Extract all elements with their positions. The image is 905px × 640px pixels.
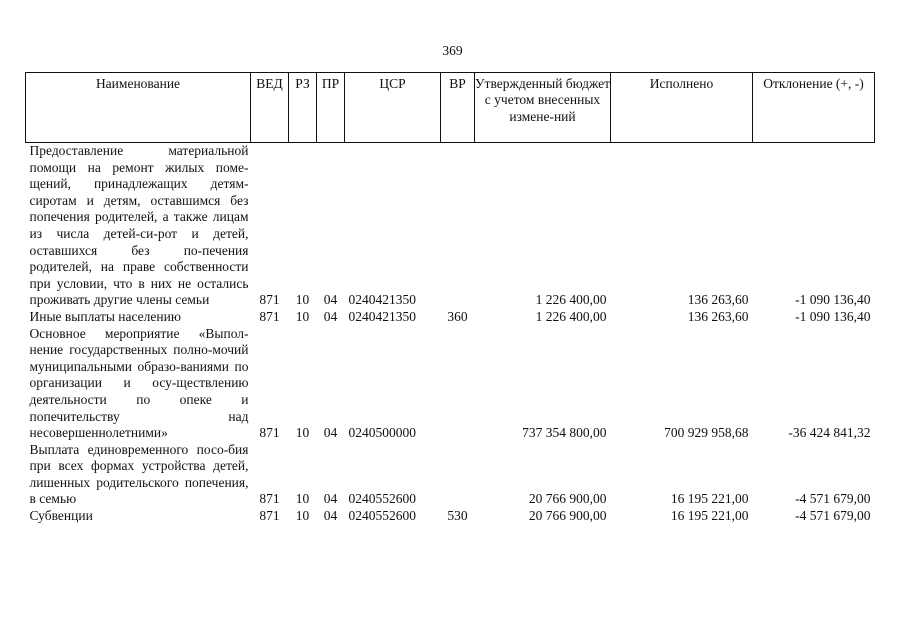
row-rz: 10 bbox=[295, 491, 310, 507]
row-budget: 20 766 900,00 bbox=[528, 508, 607, 524]
row-executed: 16 195 221,00 bbox=[670, 508, 749, 524]
row-rz: 10 bbox=[295, 292, 310, 308]
row-budget: 737 354 800,00 bbox=[522, 425, 607, 441]
row-csr: 0240552600 bbox=[348, 508, 416, 524]
row-csr: 0240552600 bbox=[348, 491, 416, 507]
row-pr: 04 bbox=[323, 292, 338, 308]
row-name: Основное мероприятие «Выпол-нение государственных полно-мочий муниципальными образо-ваниями по организации и осу-ществлению деятельности по опеке и попечительству над несовершеннолетними» bbox=[29, 325, 249, 441]
table-row bbox=[26, 442, 875, 508]
row-name: Иные выплаты населению bbox=[29, 308, 181, 324]
row-executed: 136 263,60 bbox=[687, 308, 749, 324]
row-executed: 136 263,60 bbox=[687, 292, 749, 308]
table-row bbox=[26, 143, 875, 309]
header-deviation: Отклонение (+, -) bbox=[753, 73, 875, 143]
row-ved: 871 bbox=[259, 491, 280, 507]
table-row bbox=[26, 309, 875, 326]
header-name: Наименование bbox=[26, 73, 251, 143]
table-row bbox=[26, 326, 875, 442]
header-pr: ПР bbox=[317, 73, 345, 143]
table-row bbox=[26, 508, 875, 525]
budget-table bbox=[25, 72, 875, 525]
page-number: 369 bbox=[442, 43, 463, 58]
row-csr: 0240421350 bbox=[348, 308, 416, 324]
row-budget: 20 766 900,00 bbox=[528, 491, 607, 507]
row-budget: 1 226 400,00 bbox=[535, 308, 607, 324]
row-vr bbox=[441, 442, 475, 508]
row-vr bbox=[441, 143, 475, 309]
row-name: Предоставление материальной помощи на ремонт жилых поме-щений, принадлежащих детям-сиротам и детям, оставшимся без попечения родителей, а также лицам из числа детей-си-рот и детей, оставшихся без по-печения родителей, на праве собственности при условии, что в них не остались проживать другие члены семьи bbox=[29, 143, 249, 308]
row-vr: 360 bbox=[447, 308, 468, 324]
row-name: Субвенции bbox=[29, 508, 93, 524]
row-deviation: -1 090 136,40 bbox=[795, 292, 871, 308]
row-deviation: -4 571 679,00 bbox=[795, 491, 871, 507]
row-pr: 04 bbox=[323, 491, 338, 507]
row-rz: 10 bbox=[295, 308, 310, 324]
table-header-row bbox=[26, 73, 875, 143]
row-csr: 0240500000 bbox=[348, 425, 416, 441]
row-csr: 0240421350 bbox=[348, 292, 416, 308]
row-budget: 1 226 400,00 bbox=[535, 292, 607, 308]
row-deviation: -4 571 679,00 bbox=[795, 508, 871, 524]
row-pr: 04 bbox=[323, 308, 338, 324]
row-rz: 10 bbox=[295, 508, 310, 524]
header-ved: ВЕД bbox=[251, 73, 289, 143]
row-pr: 04 bbox=[323, 508, 338, 524]
row-ved: 871 bbox=[259, 425, 280, 441]
row-rz: 10 bbox=[295, 425, 310, 441]
row-ved: 871 bbox=[259, 508, 280, 524]
row-ved: 871 bbox=[259, 308, 280, 324]
row-vr bbox=[441, 326, 475, 442]
row-vr: 530 bbox=[447, 508, 468, 524]
header-csr: ЦСР bbox=[345, 73, 441, 143]
row-executed: 700 929 958,68 bbox=[664, 425, 749, 441]
row-deviation: -1 090 136,40 bbox=[795, 308, 871, 324]
header-vr: ВР bbox=[441, 73, 475, 143]
header-executed: Исполнено bbox=[611, 73, 753, 143]
row-pr: 04 bbox=[323, 425, 338, 441]
row-name: Выплата единовременного посо-бия при всех формах устройства детей, лишенных родительского попечения, в семью bbox=[29, 441, 249, 507]
row-ved: 871 bbox=[259, 292, 280, 308]
header-rz: РЗ bbox=[289, 73, 317, 143]
row-deviation: -36 424 841,32 bbox=[788, 425, 871, 441]
header-budget: Утвержденный бюджет с учетом внесенных измене-ний bbox=[475, 73, 611, 143]
row-executed: 16 195 221,00 bbox=[670, 491, 749, 507]
